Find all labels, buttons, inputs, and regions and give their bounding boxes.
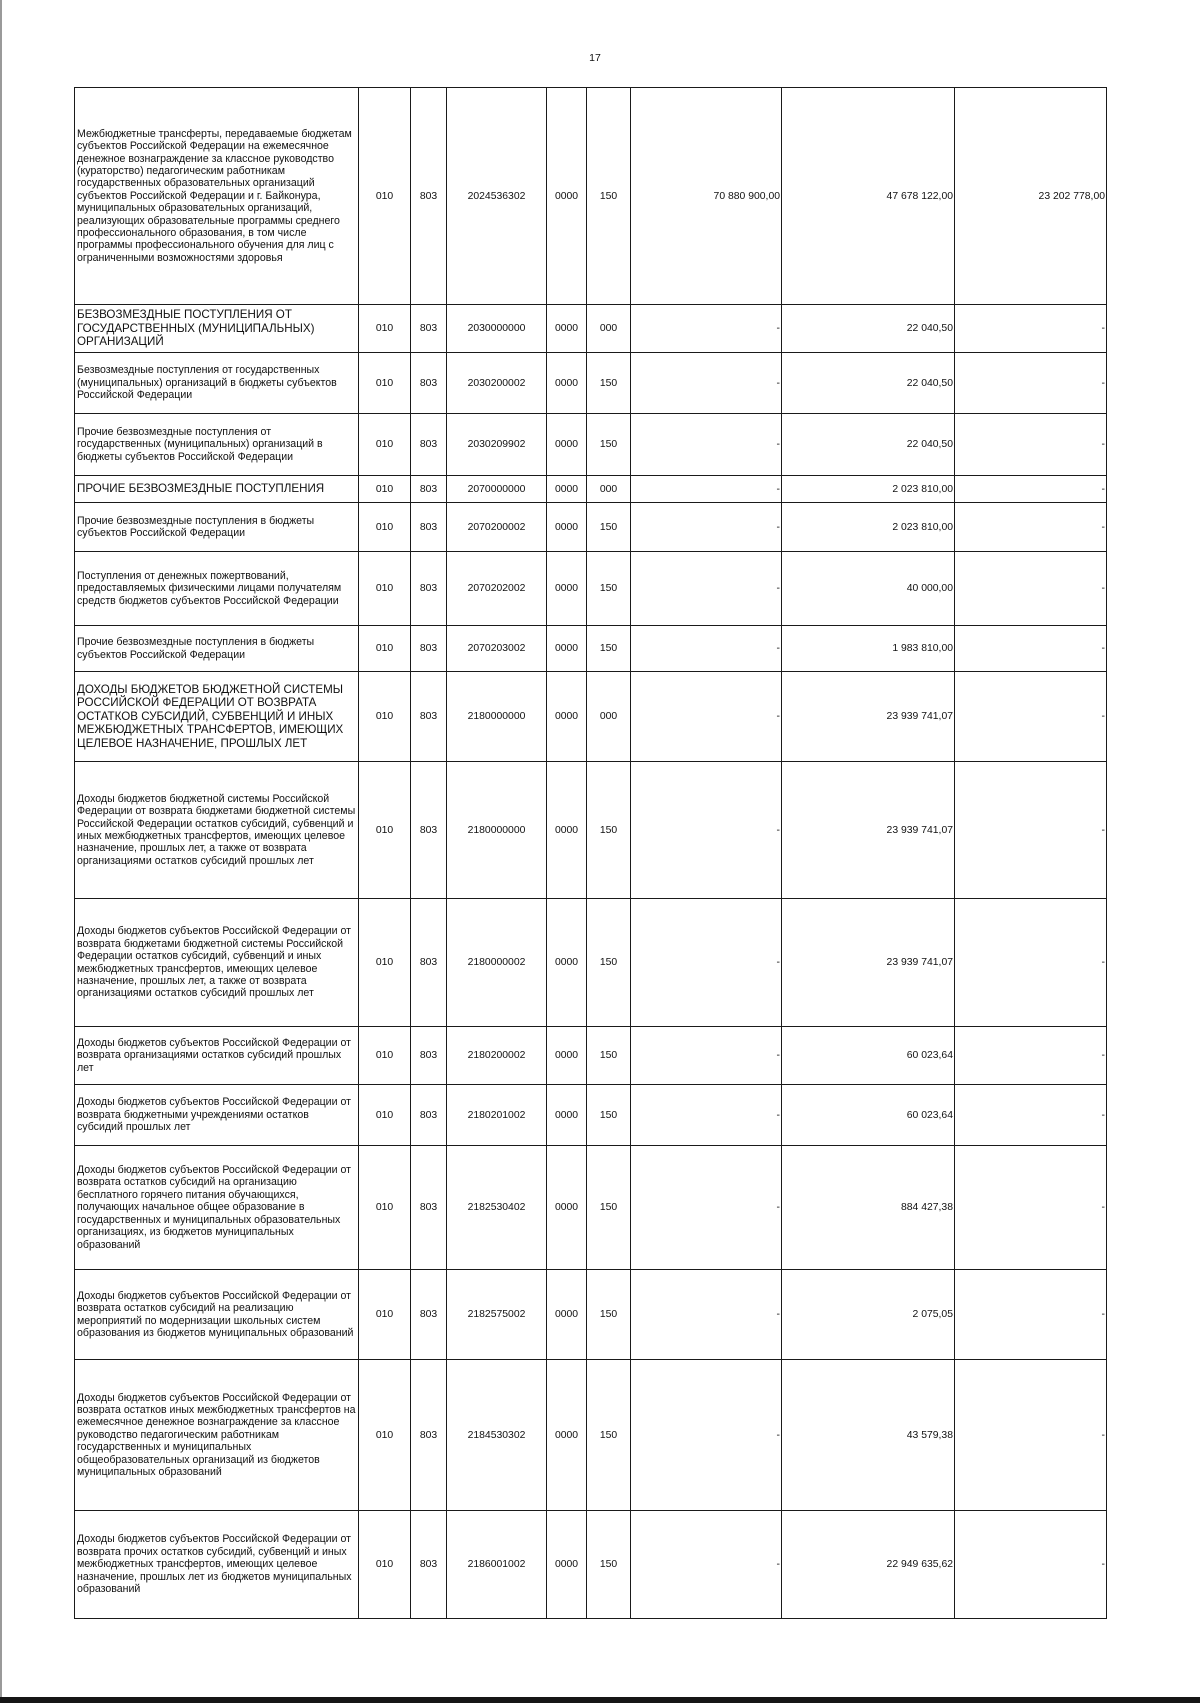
amount-column-7: - — [631, 1511, 782, 1619]
code-column-3: 803 — [411, 1511, 447, 1619]
row-description: Прочие безвозмездные поступления от государственных (муниципальных) организаций в бюджеты субъектов Российской Федерации — [75, 414, 359, 476]
row-description: Доходы бюджетов бюджетной системы Российской Федерации от возврата бюджетами бюджетной системы Российской Федерации остатков субсидий, субвенций и иных межбюджетных трансфертов, имеющих целевое назначение, прошлых лет, а также от возврата организациями остатков субсидий прошлых лет — [75, 762, 359, 899]
table-row — [75, 626, 1107, 672]
amount-column-7: - — [631, 1270, 782, 1360]
amount-column-9: - — [955, 1270, 1107, 1360]
code-column-2: 010 — [359, 1270, 411, 1360]
row-description: Доходы бюджетов субъектов Российской Федерации от возврата прочих остатков субсидий, субвенций и иных межбюджетных трансфертов, имеющих целевое назначение, прошлых лет из бюджетов муниципальных образований — [75, 1511, 359, 1619]
code-column-2: 010 — [359, 1085, 411, 1146]
amount-column-9: 23 202 778,00 — [955, 88, 1107, 305]
code-column-5: 0000 — [547, 1085, 587, 1146]
table-row — [75, 476, 1107, 503]
row-description: Прочие безвозмездные поступления в бюджеты субъектов Российской Федерации — [75, 626, 359, 672]
amount-column-7: - — [631, 503, 782, 552]
amount-column-8: 43 579,38 — [782, 1360, 955, 1511]
amount-column-8: 22 949 635,62 — [782, 1511, 955, 1619]
code-column-6: 150 — [587, 1085, 631, 1146]
amount-column-7: - — [631, 626, 782, 672]
amount-column-7: 70 880 900,00 — [631, 88, 782, 305]
code-column-4: 2184530302 — [447, 1360, 547, 1511]
amount-column-8: 23 939 741,07 — [782, 672, 955, 762]
code-column-2: 010 — [359, 1146, 411, 1270]
amount-column-9: - — [955, 353, 1107, 414]
row-description: Доходы бюджетов субъектов Российской Федерации от возврата остатков субсидий на организацию бесплатного горячего питания обучающихся, получающих начальное общее образование в государственных и муниципальных образовательных организациях, из бюджетов муниципальных образований — [75, 1146, 359, 1270]
code-column-5: 0000 — [547, 1146, 587, 1270]
amount-column-7: - — [631, 414, 782, 476]
code-column-6: 150 — [587, 1270, 631, 1360]
code-column-5: 0000 — [547, 762, 587, 899]
table-row — [75, 1511, 1107, 1619]
code-column-5: 0000 — [547, 899, 587, 1027]
code-column-4: 2180200002 — [447, 1027, 547, 1085]
code-column-6: 150 — [587, 1360, 631, 1511]
table-row — [75, 899, 1107, 1027]
amount-column-9: - — [955, 1360, 1107, 1511]
code-column-5: 0000 — [547, 626, 587, 672]
code-column-3: 803 — [411, 1085, 447, 1146]
code-column-6: 150 — [587, 353, 631, 414]
table-row — [75, 88, 1107, 305]
amount-column-8: 40 000,00 — [782, 552, 955, 626]
code-column-6: 150 — [587, 899, 631, 1027]
code-column-5: 0000 — [547, 672, 587, 762]
code-column-4: 2180000000 — [447, 672, 547, 762]
code-column-2: 010 — [359, 1027, 411, 1085]
code-column-4: 2182530402 — [447, 1146, 547, 1270]
amount-column-9: - — [955, 899, 1107, 1027]
code-column-3: 803 — [411, 88, 447, 305]
table-row — [75, 503, 1107, 552]
amount-column-9: - — [955, 1146, 1107, 1270]
code-column-2: 010 — [359, 1511, 411, 1619]
code-column-3: 803 — [411, 503, 447, 552]
row-description: Доходы бюджетов субъектов Российской Федерации от возврата бюджетными учреждениями остатков субсидий прошлых лет — [75, 1085, 359, 1146]
code-column-4: 2070203002 — [447, 626, 547, 672]
amount-column-8: 47 678 122,00 — [782, 88, 955, 305]
code-column-3: 803 — [411, 305, 447, 353]
amount-column-7: - — [631, 1085, 782, 1146]
row-description: Поступления от денежных пожертвований, предоставляемых физическими лицами получателям средств бюджетов субъектов Российской Федерации — [75, 552, 359, 626]
code-column-6: 150 — [587, 88, 631, 305]
code-column-2: 010 — [359, 552, 411, 626]
code-column-4: 2030209902 — [447, 414, 547, 476]
code-column-4: 2180000002 — [447, 899, 547, 1027]
code-column-6: 150 — [587, 1146, 631, 1270]
code-column-3: 803 — [411, 899, 447, 1027]
table-row — [75, 1360, 1107, 1511]
amount-column-9: - — [955, 552, 1107, 626]
code-column-6: 150 — [587, 762, 631, 899]
table-row — [75, 353, 1107, 414]
revenue-table — [74, 87, 1107, 1619]
code-column-6: 000 — [587, 672, 631, 762]
table-row — [75, 1085, 1107, 1146]
code-column-5: 0000 — [547, 552, 587, 626]
table-row — [75, 305, 1107, 353]
code-column-4: 2024536302 — [447, 88, 547, 305]
code-column-5: 0000 — [547, 88, 587, 305]
amount-column-9: - — [955, 503, 1107, 552]
code-column-2: 010 — [359, 762, 411, 899]
code-column-2: 010 — [359, 899, 411, 1027]
row-description: Межбюджетные трансферты, передаваемые бюджетам субъектов Российской Федерации на ежемесячное денежное вознаграждение за классное руководство (кураторство) педагогическим работникам государственных образовательных организаций субъектов Российской Федерации и г. Байконура, муниципальных образовательных организаций, реализующих образовательные программы среднего профессионального образования, в том числе программы профессионального обучения для лиц с ограниченными возможностями здоровья — [75, 88, 359, 305]
amount-column-8: 22 040,50 — [782, 353, 955, 414]
amount-column-8: 1 983 810,00 — [782, 626, 955, 672]
scan-edge-left — [0, 0, 2, 1703]
table-row — [75, 1270, 1107, 1360]
amount-column-7: - — [631, 476, 782, 503]
amount-column-9: - — [955, 672, 1107, 762]
amount-column-9: - — [955, 414, 1107, 476]
row-description: Доходы бюджетов субъектов Российской Федерации от возврата организациями остатков субсидий прошлых лет — [75, 1027, 359, 1085]
amount-column-8: 23 939 741,07 — [782, 762, 955, 899]
code-column-4: 2182575002 — [447, 1270, 547, 1360]
code-column-4: 2030000000 — [447, 305, 547, 353]
table-row — [75, 1027, 1107, 1085]
amount-column-7: - — [631, 899, 782, 1027]
code-column-2: 010 — [359, 88, 411, 305]
code-column-4: 2070200002 — [447, 503, 547, 552]
amount-column-8: 22 040,50 — [782, 305, 955, 353]
code-column-5: 0000 — [547, 1511, 587, 1619]
amount-column-9: - — [955, 1511, 1107, 1619]
code-column-3: 803 — [411, 552, 447, 626]
code-column-6: 000 — [587, 476, 631, 503]
row-description: Доходы бюджетов субъектов Российской Федерации от возврата бюджетами бюджетной системы Российской Федерации остатков субсидий, субвенций и иных межбюджетных трансфертов, имеющих целевое назначение, прошлых лет, а также от возврата организациями остатков субсидий прошлых лет — [75, 899, 359, 1027]
amount-column-7: - — [631, 1146, 782, 1270]
amount-column-7: - — [631, 353, 782, 414]
amount-column-8: 2 075,05 — [782, 1270, 955, 1360]
code-column-6: 150 — [587, 503, 631, 552]
code-column-4: 2180201002 — [447, 1085, 547, 1146]
code-column-5: 0000 — [547, 476, 587, 503]
amount-column-8: 23 939 741,07 — [782, 899, 955, 1027]
table-row — [75, 414, 1107, 476]
code-column-3: 803 — [411, 353, 447, 414]
row-description: ПРОЧИЕ БЕЗВОЗМЕЗДНЫЕ ПОСТУПЛЕНИЯ — [75, 476, 359, 503]
code-column-3: 803 — [411, 1027, 447, 1085]
code-column-5: 0000 — [547, 503, 587, 552]
amount-column-8: 22 040,50 — [782, 414, 955, 476]
code-column-2: 010 — [359, 503, 411, 552]
code-column-5: 0000 — [547, 1270, 587, 1360]
code-column-5: 0000 — [547, 1360, 587, 1511]
code-column-6: 000 — [587, 305, 631, 353]
amount-column-9: - — [955, 626, 1107, 672]
code-column-3: 803 — [411, 672, 447, 762]
row-description: ДОХОДЫ БЮДЖЕТОВ БЮДЖЕТНОЙ СИСТЕМЫ РОССИЙСКОЙ ФЕДЕРАЦИИ ОТ ВОЗВРАТА ОСТАТКОВ СУБСИДИЙ, СУБВЕНЦИЙ И ИНЫХ МЕЖБЮДЖЕТНЫХ ТРАНСФЕРТОВ, ИМЕЮЩИХ ЦЕЛЕВОЕ НАЗНАЧЕНИЕ, ПРОШЛЫХ ЛЕТ — [75, 672, 359, 762]
row-description: Прочие безвозмездные поступления в бюджеты субъектов Российской Федерации — [75, 503, 359, 552]
code-column-6: 150 — [587, 626, 631, 672]
amount-column-9: - — [955, 305, 1107, 353]
code-column-6: 150 — [587, 1027, 631, 1085]
table-row — [75, 552, 1107, 626]
code-column-2: 010 — [359, 626, 411, 672]
table-row — [75, 762, 1107, 899]
code-column-5: 0000 — [547, 305, 587, 353]
code-column-2: 010 — [359, 476, 411, 503]
code-column-3: 803 — [411, 1146, 447, 1270]
code-column-6: 150 — [587, 414, 631, 476]
row-description: Доходы бюджетов субъектов Российской Федерации от возврата остатков субсидий на реализацию мероприятий по модернизации школьных систем образования из бюджетов муниципальных образований — [75, 1270, 359, 1360]
amount-column-9: - — [955, 1027, 1107, 1085]
code-column-5: 0000 — [547, 414, 587, 476]
code-column-4: 2030200002 — [447, 353, 547, 414]
code-column-2: 010 — [359, 672, 411, 762]
code-column-6: 150 — [587, 1511, 631, 1619]
code-column-2: 010 — [359, 414, 411, 476]
code-column-4: 2070000000 — [447, 476, 547, 503]
amount-column-7: - — [631, 672, 782, 762]
amount-column-8: 60 023,64 — [782, 1027, 955, 1085]
code-column-2: 010 — [359, 1360, 411, 1511]
page-number: 17 — [589, 52, 601, 64]
code-column-3: 803 — [411, 1360, 447, 1511]
amount-column-7: - — [631, 762, 782, 899]
table-row — [75, 672, 1107, 762]
row-description: БЕЗВОЗМЕЗДНЫЕ ПОСТУПЛЕНИЯ ОТ ГОСУДАРСТВЕННЫХ (МУНИЦИПАЛЬНЫХ) ОРГАНИЗАЦИЙ — [75, 305, 359, 353]
code-column-6: 150 — [587, 552, 631, 626]
amount-column-8: 884 427,38 — [782, 1146, 955, 1270]
code-column-4: 2180000000 — [447, 762, 547, 899]
amount-column-9: - — [955, 476, 1107, 503]
code-column-2: 010 — [359, 305, 411, 353]
amount-column-7: - — [631, 1027, 782, 1085]
row-description: Доходы бюджетов субъектов Российской Федерации от возврата остатков иных межбюджетных трансфертов на ежемесячное денежное вознаграждение за классное руководство педагогическим работникам государственных и муниципальных общеобразовательных организаций из бюджетов муниципальных образований — [75, 1360, 359, 1511]
code-column-3: 803 — [411, 1270, 447, 1360]
table-row — [75, 1146, 1107, 1270]
amount-column-8: 60 023,64 — [782, 1085, 955, 1146]
amount-column-9: - — [955, 762, 1107, 899]
code-column-4: 2186001002 — [447, 1511, 547, 1619]
amount-column-8: 2 023 810,00 — [782, 476, 955, 503]
code-column-5: 0000 — [547, 353, 587, 414]
amount-column-7: - — [631, 1360, 782, 1511]
amount-column-7: - — [631, 305, 782, 353]
code-column-4: 2070202002 — [447, 552, 547, 626]
row-description: Безвозмездные поступления от государственных (муниципальных) организаций в бюджеты субъектов Российской Федерации — [75, 353, 359, 414]
scan-edge-bottom — [0, 1697, 1200, 1703]
amount-column-8: 2 023 810,00 — [782, 503, 955, 552]
code-column-2: 010 — [359, 353, 411, 414]
code-column-3: 803 — [411, 476, 447, 503]
amount-column-9: - — [955, 1085, 1107, 1146]
code-column-3: 803 — [411, 414, 447, 476]
amount-column-7: - — [631, 552, 782, 626]
code-column-3: 803 — [411, 762, 447, 899]
code-column-3: 803 — [411, 626, 447, 672]
code-column-5: 0000 — [547, 1027, 587, 1085]
